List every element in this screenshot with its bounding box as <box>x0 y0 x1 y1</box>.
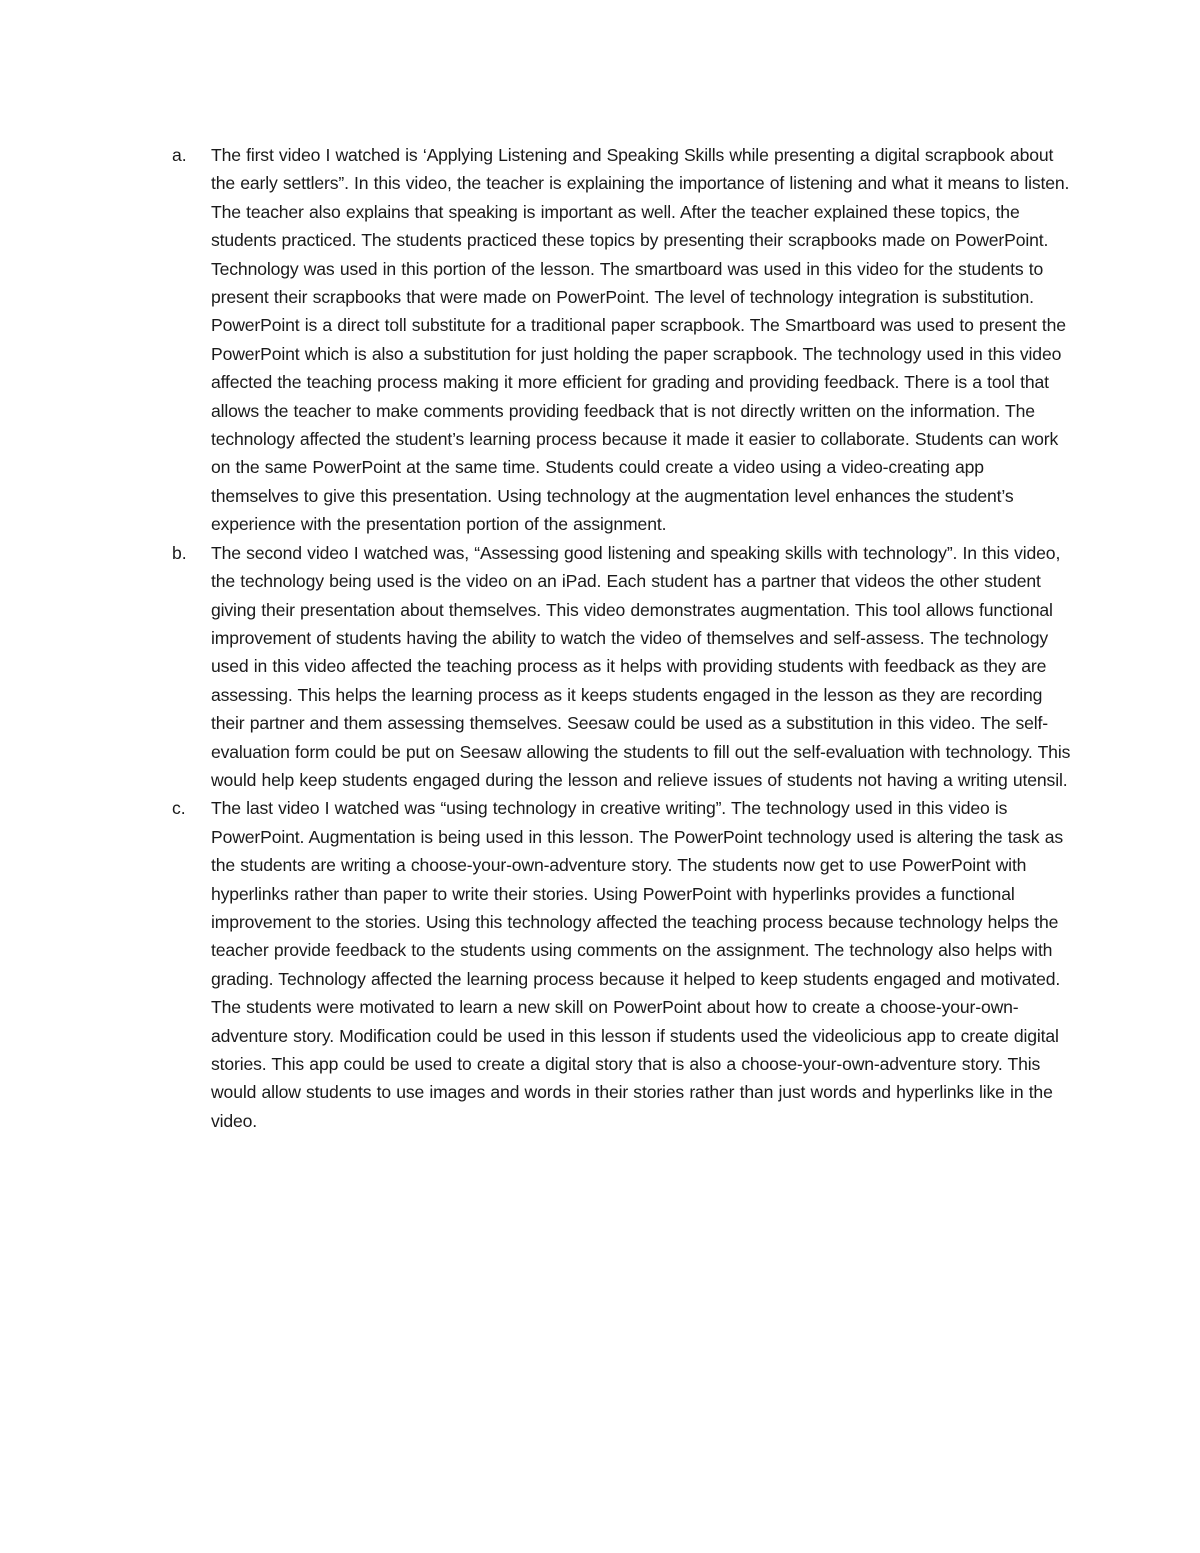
list-item-b <box>172 539 1072 795</box>
paragraph-text: The first video I watched is ‘Applying Listening and Speaking Skills while presenting a digital scrapbook about the early settlers”. In this video, the teacher is explaining the importance of listening and what it means to listen. The teacher also explains that speaking is important as well. After the teacher explained these topics, the students practiced. The students practiced these topics by presenting their scrapbooks made on PowerPoint. Technology was used in this portion of the lesson. The smartboard was used in this video for the students to present their scrapbooks that were made on PowerPoint. The level of technology integration is substitution. PowerPoint is a direct toll substitute for a traditional paper scrapbook. The Smartboard was used to present the PowerPoint which is also a substitution for just holding the paper scrapbook. The technology used in this video affected the teaching process making it more efficient for grading and providing feedback. There is a tool that allows the teacher to make comments providing feedback that is not directly written on the information. The technology affected the student’s learning process because it made it easier to collaborate. Students can work on the same PowerPoint at the same time. Students could create a video using a video-creating app themselves to give this presentation. Using technology at the augmentation level enhances the student’s experience with the presentation portion of the assignment. <box>211 145 1070 535</box>
paragraph-text: The last video I watched was “using technology in creative writing”. The technology used in this video is PowerPoint. Augmentation is being used in this lesson. The PowerPoint technology used is altering the task as the students are writing a choose-your-own-adventure story. The students now get to use PowerPoint with hyperlinks rather than paper to write their stories. Using PowerPoint with hyperlinks provides a functional improvement to the stories. Using this technology affected the teaching process because technology helps the teacher provide feedback to the students using comments on the assignment. The technology also helps with grading. Technology affected the learning process because it helped to keep students engaged and motivated. The students were motivated to learn a new skill on PowerPoint about how to create a choose-your-own-adventure story. Modification could be used in this lesson if students used the videolicious app to create digital stories. This app could be used to create a digital story that is also a choose-your-own-adventure story. This would allow students to use images and words in their stories rather than just words and hyperlinks like in the video. <box>211 798 1063 1131</box>
list-marker: c. <box>172 798 186 819</box>
list-marker: b. <box>172 542 187 563</box>
list-item-a <box>172 141 1072 539</box>
list-marker: a. <box>172 145 187 165</box>
answer-list <box>172 141 1072 1135</box>
list-item-c <box>172 794 1072 1135</box>
paragraph-text: The second video I watched was, “Assessing good listening and speaking skills with technology”. In this video, the technology being used is the video on an iPad. Each student has a partner that videos the other student giving their presentation about themselves. This video demonstrates augmentation. This tool allows functional improvement of students having the ability to watch the video of themselves and self-assess. The technology used in this video affected the teaching process as it helps with providing students with feedback as they are assessing. This helps the learning process as it keeps students engaged in the lesson as they are recording their partner and them assessing themselves. Seesaw could be used as a substitution in this video. The self-evaluation form could be put on Seesaw allowing the students to fill out the self-evaluation with technology. This would help keep students engaged during the lesson and relieve issues of students not having a writing utensil. <box>211 542 1071 790</box>
